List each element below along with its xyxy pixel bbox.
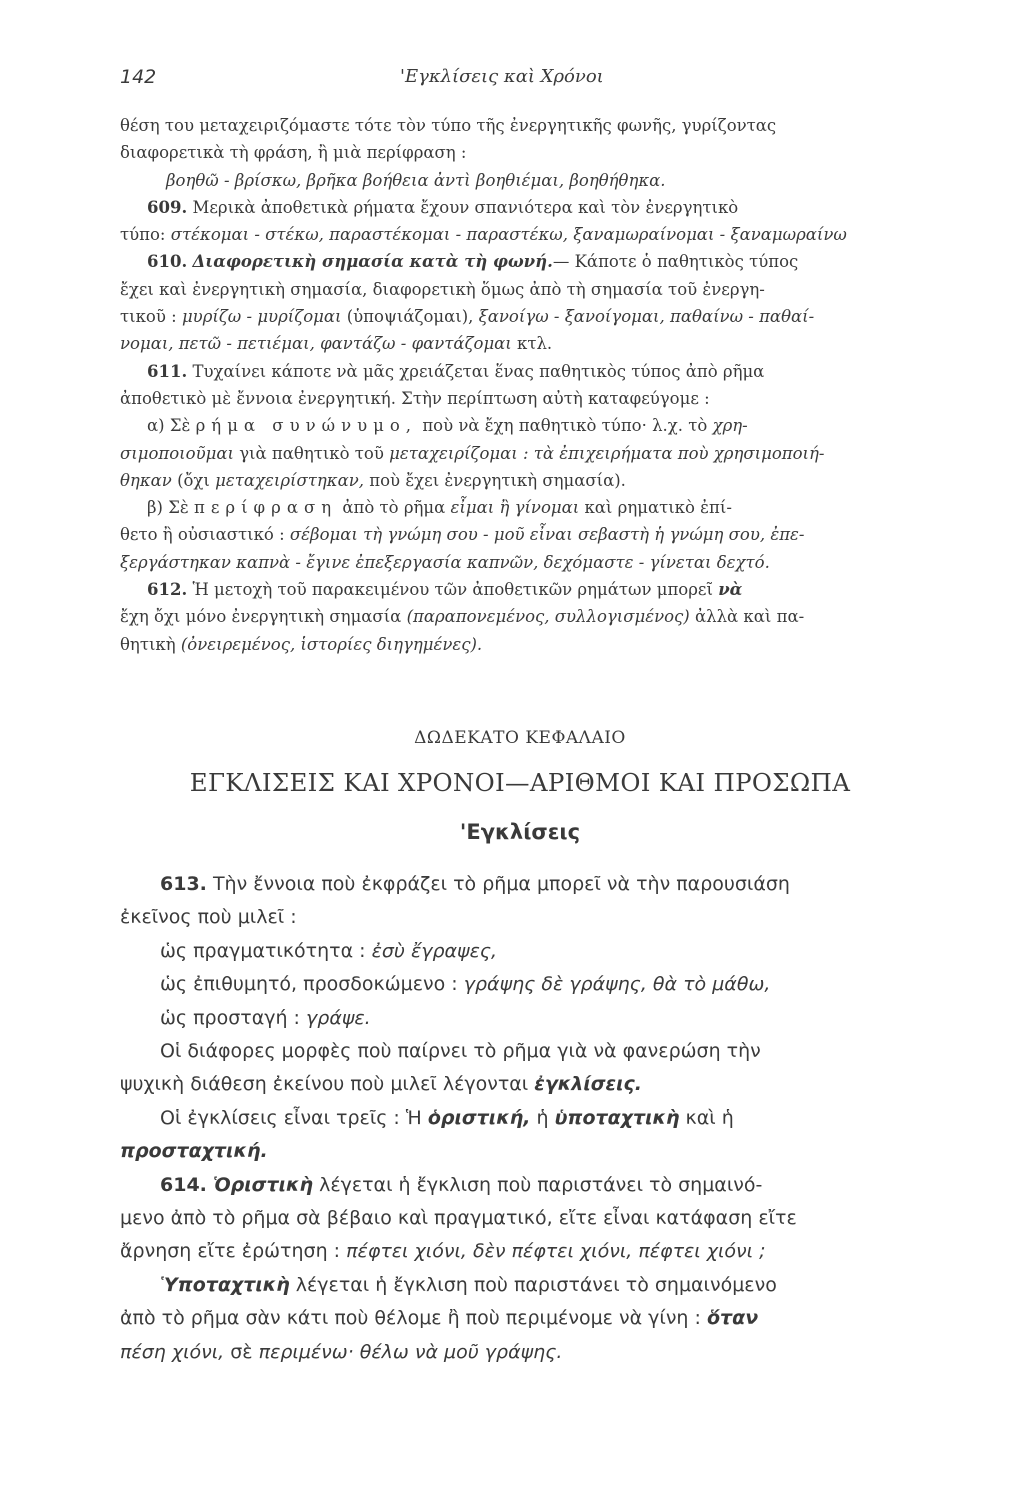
text-line: ἔχη ὄχι μόνο ἐνεργητικὴ σημασία (παραπονεμένος, συλλογισμένος) ἀλλὰ καὶ πα- bbox=[120, 607, 805, 627]
page-number: 142 bbox=[120, 66, 157, 88]
paragraph-610: 610. Διαφορετικὴ σημασία κατὰ τὴ φωνή.— Κάποτε ὁ παθητικὸς τύπος bbox=[147, 252, 799, 272]
text-line: ἔχει καὶ ἐνεργητικὴ σημασία, διαφορετικὴ ὅμως ἀπὸ τὴ σημασία τοῦ ἐνεργη- bbox=[120, 279, 765, 299]
text-line: ἄρνηση εἴτε ἐρώτηση : πέφτει χιόνι, δὲν πέφτει χιόνι, πέφτει χιόνι ; bbox=[120, 1240, 766, 1263]
text-line: ὡς πραγματικότητα : ἐσὺ ἔγραψες, bbox=[160, 939, 498, 962]
text-line: θετο ἢ οὐσιαστικό : σέβομαι τὴ γνώμη σου - μοῦ εἶναι σεβαστὴ ἡ γνώμη σου, ἐπε- bbox=[120, 525, 805, 545]
paragraph-611: 611. Τυχαίνει κάποτε νὰ μᾶς χρειάζεται ἕνας παθητικὸς τύπος ἀπὸ ρῆμα bbox=[147, 361, 765, 381]
text-line: θηκαν (ὄχι μεταχειρίστηκαν, ποὺ ἔχει ἐνεργητικὴ σημασία). bbox=[120, 470, 626, 490]
chapter-label: ΔΩΔΕΚΑΤΟ ΚΕΦΑΛΑΙΟ bbox=[414, 728, 626, 748]
text-line: νομαι, πετῶ - πετιέμαι, φαντάζω - φαντάζομαι κτλ. bbox=[120, 334, 553, 354]
chapter-title: ΕΓΚΛΙΣΕΙΣ ΚΑΙ ΧΡΟΝΟΙ—ΑΡΙΘΜΟΙ ΚΑΙ ΠΡΟΣΩΠΑ bbox=[189, 768, 851, 797]
text-line: Ὑποταχτικὴ λέγεται ἡ ἔγκλιση ποὺ παριστάνει τὸ σημαινόμενο bbox=[160, 1273, 777, 1296]
text-line: ἐκεῖνος ποὺ μιλεῖ : bbox=[120, 906, 297, 929]
paragraph-609: 609. Μερικὰ ἀποθετικὰ ρήματα ἔχουν σπανιότερα καὶ τὸν ἐνεργητικὸ bbox=[147, 197, 739, 217]
running-title: 'Εγκλίσεις καὶ Χρόνοι bbox=[400, 66, 604, 87]
text-line: Οἱ ἐγκλίσεις εἶναι τρεῖς : Ἡ ὁριστική, ἡ ὑποταχτικὴ καὶ ἡ bbox=[160, 1106, 734, 1129]
paragraph-612: 612. Ἡ μετοχὴ τοῦ παρακειμένου τῶν ἀποθετικῶν ρημάτων μπορεῖ νὰ bbox=[147, 580, 743, 600]
section-subtitle: 'Εγκλίσεις bbox=[459, 820, 581, 844]
text-line: προσταχτική. bbox=[120, 1140, 268, 1163]
text-line: θέση του μεταχειριζόμαστε τότε τὸν τύπο τῆς ἐνεργητικῆς φωνῆς, γυρίζοντας bbox=[120, 116, 777, 135]
text-line: σιμοποιοῦμαι γιὰ παθητικὸ τοῦ μεταχειρίζομαι : τὰ ἐπιχειρήματα ποὺ χρησιμοποιή- bbox=[120, 443, 825, 463]
paragraph-613: 613. Τὴν ἔννοια ποὺ ἐκφράζει τὸ ρῆμα μπορεῖ νὰ τὴν παρουσιάση bbox=[160, 873, 790, 895]
text-line: διαφορετικὰ τὴ φράση, ἢ μιὰ περίφραση : bbox=[120, 143, 467, 163]
text-line: τύπο: στέκομαι - στέκω, παραστέκομαι - παραστέκω, ξαναμωραίνομαι - ξαναμωραίνω bbox=[120, 225, 847, 245]
text-line: θητικὴ (ὀνειρεμένος, ἱστορίες διηγημένες). bbox=[120, 634, 483, 654]
chapter-body bbox=[120, 868, 925, 1369]
text-line: Οἱ διάφορες μορφὲς ποὺ παίρνει τὸ ρῆμα γιὰ νὰ φανερώση τὴν bbox=[160, 1040, 761, 1063]
example-line: βοηθῶ - βρίσκω, βρῆκα βοήθεια ἀντὶ βοηθιέμαι, βοηθήθηκα. bbox=[166, 170, 666, 190]
text-line: β) Σὲ περίφραση ἀπὸ τὸ ρῆμα εἶμαι ἢ γίνομαι καὶ ρηματικὸ ἐπί- bbox=[147, 498, 732, 518]
text-line: ὡς ἐπιθυμητό, προσδοκώμενο : γράψης δὲ γράψης, θὰ τὸ μάθω, bbox=[160, 973, 771, 996]
text-line: α) Σὲ ρήμα συνώνυμο, ποὺ νὰ ἔχη παθητικὸ τύπο· λ.χ. τὸ χρη- bbox=[147, 416, 748, 436]
section-heading: Διαφορετικὴ σημασία κατὰ τὴ φωνή. bbox=[192, 252, 553, 272]
text-line: μενο ἀπὸ τὸ ρῆμα σὰ βέβαιο καὶ πραγματικό, εἴτε εἶναι κατάφαση εἴτε bbox=[120, 1207, 797, 1230]
page-header bbox=[120, 66, 920, 92]
text-line: πέση χιόνι, σὲ περιμένω· θέλω νὰ μοῦ γράψης. bbox=[120, 1340, 563, 1363]
paragraph-614: 614. Ὁριστικὴ λέγεται ἡ ἔγκλιση ποὺ παριστάνει τὸ σημαινό- bbox=[160, 1173, 763, 1196]
text-line: τικοῦ : μυρίζω - μυρίζομαι (ὑποψιάζομαι), ξανοίγω - ξανοίγομαι, παθαίνω - παθαί- bbox=[120, 307, 815, 327]
text-line: ἀπὸ τὸ ρῆμα σὰν κάτι ποὺ θέλομε ἢ ποὺ περιμένομε νὰ γίνη : ὅταν bbox=[120, 1307, 759, 1330]
text-line: ψυχικὴ διάθεση ἐκείνου ποὺ μιλεῖ λέγονται ἐγκλίσεις. bbox=[120, 1073, 642, 1096]
text-line: ὡς προσταγή : γράψε. bbox=[160, 1006, 371, 1029]
text-line: ξεργάστηκαν καπνὰ - ἔγινε ἐπεξεργασία καπνῶν, δεχόμαστε - γίνεται δεχτό. bbox=[120, 552, 770, 572]
section-continued-text bbox=[120, 112, 925, 658]
text-line: ἀποθετικὸ μὲ ἔννοια ἐνεργητική. Στὴν περίπτωση αὐτὴ καταφεύγομε : bbox=[120, 388, 710, 408]
